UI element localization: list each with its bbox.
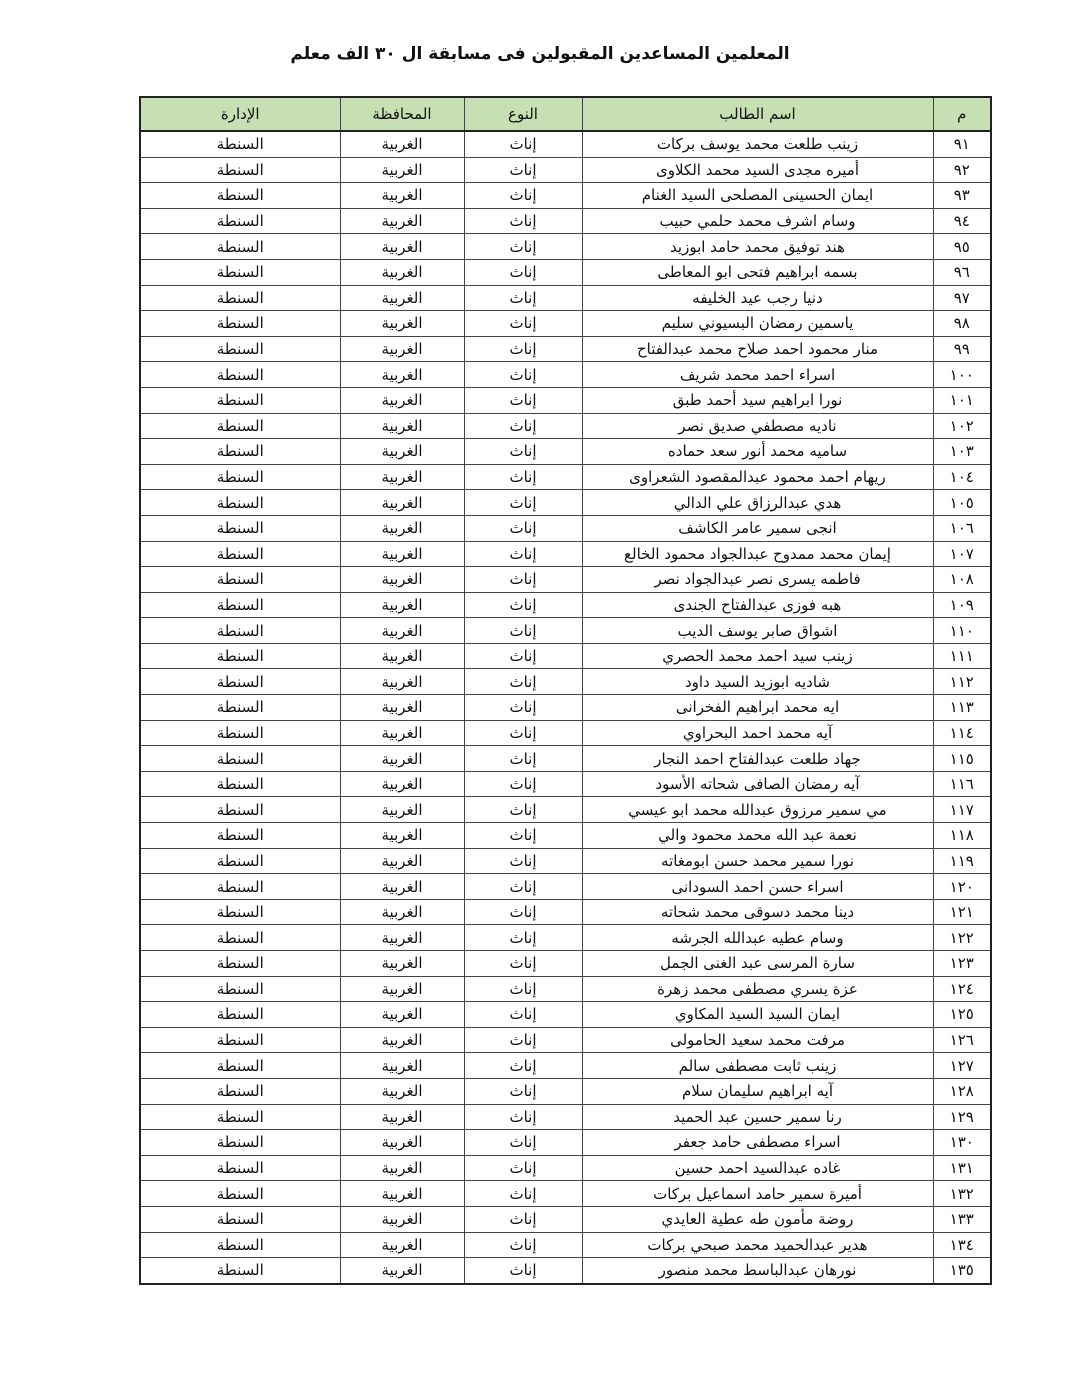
table-header-row: [140, 97, 991, 131]
cell-gender: إناث: [464, 1206, 582, 1232]
page-title: المعلمين المساعدين المقبولين فى مسابقة ال ٣٠ الف معلم: [290, 44, 790, 64]
cell-governorate: الغربية: [340, 925, 464, 951]
cell-governorate: الغربية: [340, 336, 464, 362]
cell-name: ساميه محمد أنور سعد حماده: [582, 439, 933, 465]
cell-administration: السنطة: [140, 490, 340, 516]
cell-governorate: الغربية: [340, 234, 464, 260]
cell-governorate: الغربية: [340, 1104, 464, 1130]
cell-gender: إناث: [464, 797, 582, 823]
cell-governorate: الغربية: [340, 1206, 464, 1232]
cell-gender: إناث: [464, 387, 582, 413]
cell-name: ناديه مصطفي صديق نصر: [582, 413, 933, 439]
cell-name: غاده عبدالسيد احمد حسين: [582, 1155, 933, 1181]
cell-num: ١١٨: [933, 823, 991, 849]
cell-governorate: الغربية: [340, 1027, 464, 1053]
cell-gender: إناث: [464, 1155, 582, 1181]
table-row: [140, 1104, 991, 1130]
cell-name: هند توفيق محمد حامد ابوزيد: [582, 234, 933, 260]
table-row: [140, 464, 991, 490]
cell-governorate: الغربية: [340, 285, 464, 311]
cell-num: ١٠٥: [933, 490, 991, 516]
cell-name: زينب سيد احمد محمد الحصري: [582, 643, 933, 669]
table-row: [140, 1053, 991, 1079]
cell-name: اسراء حسن احمد السودانى: [582, 874, 933, 900]
cell-name: أميرة سمير حامد اسماعيل بركات: [582, 1181, 933, 1207]
cell-administration: السنطة: [140, 874, 340, 900]
cell-governorate: الغربية: [340, 848, 464, 874]
cell-gender: إناث: [464, 464, 582, 490]
cell-name: جهاد طلعت عبدالفتاح احمد النجار: [582, 746, 933, 772]
cell-governorate: الغربية: [340, 541, 464, 567]
cell-num: ١٠٣: [933, 439, 991, 465]
table-row: [140, 311, 991, 337]
table-row: [140, 1130, 991, 1156]
table-row: [140, 746, 991, 772]
table-row: [140, 695, 991, 721]
cell-administration: السنطة: [140, 720, 340, 746]
cell-gender: إناث: [464, 1078, 582, 1104]
table-row: [140, 439, 991, 465]
cell-gender: إناث: [464, 695, 582, 721]
cell-gender: إناث: [464, 131, 582, 157]
cell-administration: السنطة: [140, 464, 340, 490]
cell-name: دينا محمد دسوقى محمد شحاته: [582, 899, 933, 925]
cell-gender: إناث: [464, 848, 582, 874]
cell-num: ١٠٦: [933, 515, 991, 541]
cell-gender: إناث: [464, 720, 582, 746]
cell-num: ١٠٧: [933, 541, 991, 567]
table-row: [140, 541, 991, 567]
cell-num: ١١٩: [933, 848, 991, 874]
cell-administration: السنطة: [140, 1206, 340, 1232]
cell-gender: إناث: [464, 311, 582, 337]
cell-governorate: الغربية: [340, 746, 464, 772]
cell-administration: السنطة: [140, 746, 340, 772]
cell-governorate: الغربية: [340, 259, 464, 285]
cell-administration: السنطة: [140, 976, 340, 1002]
cell-gender: إناث: [464, 1104, 582, 1130]
cell-name: ياسمين رمضان البسيوني سليم: [582, 311, 933, 337]
cell-num: ٩٨: [933, 311, 991, 337]
cell-governorate: الغربية: [340, 720, 464, 746]
table-row: [140, 362, 991, 388]
table-row: [140, 208, 991, 234]
cell-name: عزة يسري مصطفى محمد زهرة: [582, 976, 933, 1002]
cell-num: ١٢٩: [933, 1104, 991, 1130]
table-body: [140, 131, 991, 1284]
cell-gender: إناث: [464, 1258, 582, 1284]
cell-name: إيمان محمد ممدوح عبدالجواد محمود الخالع: [582, 541, 933, 567]
cell-governorate: الغربية: [340, 1053, 464, 1079]
cell-gender: إناث: [464, 1130, 582, 1156]
cell-governorate: الغربية: [340, 592, 464, 618]
cell-administration: السنطة: [140, 848, 340, 874]
cell-administration: السنطة: [140, 541, 340, 567]
cell-administration: السنطة: [140, 618, 340, 644]
cell-administration: السنطة: [140, 1232, 340, 1258]
cell-num: ١٢٢: [933, 925, 991, 951]
cell-administration: السنطة: [140, 925, 340, 951]
cell-administration: السنطة: [140, 823, 340, 849]
table-row: [140, 1258, 991, 1284]
cell-gender: إناث: [464, 336, 582, 362]
table-row: [140, 823, 991, 849]
table-row: [140, 490, 991, 516]
cell-administration: السنطة: [140, 669, 340, 695]
cell-num: ١٢٥: [933, 1002, 991, 1028]
cell-governorate: الغربية: [340, 1155, 464, 1181]
cell-administration: السنطة: [140, 1053, 340, 1079]
cell-governorate: الغربية: [340, 695, 464, 721]
cell-governorate: الغربية: [340, 1181, 464, 1207]
cell-name: ايمان الحسينى المصلحى السيد الغنام: [582, 183, 933, 209]
cell-gender: إناث: [464, 183, 582, 209]
table-row: [140, 413, 991, 439]
cell-num: ١٢٨: [933, 1078, 991, 1104]
cell-num: ١١٣: [933, 695, 991, 721]
cell-name: زينب ثابت مصطفى سالم: [582, 1053, 933, 1079]
table-row: [140, 1155, 991, 1181]
cell-governorate: الغربية: [340, 464, 464, 490]
table-row: [140, 643, 991, 669]
cell-administration: السنطة: [140, 1155, 340, 1181]
cell-administration: السنطة: [140, 515, 340, 541]
cell-gender: إناث: [464, 669, 582, 695]
table-row: [140, 1181, 991, 1207]
cell-administration: السنطة: [140, 643, 340, 669]
cell-num: ٩٩: [933, 336, 991, 362]
cell-administration: السنطة: [140, 567, 340, 593]
cell-governorate: الغربية: [340, 1130, 464, 1156]
cell-administration: السنطة: [140, 1181, 340, 1207]
cell-num: ٩٦: [933, 259, 991, 285]
cell-governorate: الغربية: [340, 387, 464, 413]
cell-num: ١٣٥: [933, 1258, 991, 1284]
table-row: [140, 925, 991, 951]
cell-gender: إناث: [464, 951, 582, 977]
cell-governorate: الغربية: [340, 951, 464, 977]
cell-administration: السنطة: [140, 951, 340, 977]
table-row: [140, 259, 991, 285]
table-row: [140, 387, 991, 413]
table-row: [140, 131, 991, 157]
header-governorate: المحافظة: [340, 97, 464, 131]
cell-governorate: الغربية: [340, 183, 464, 209]
cell-administration: السنطة: [140, 285, 340, 311]
cell-gender: إناث: [464, 157, 582, 183]
table-row: [140, 567, 991, 593]
cell-name: أميره مجدى السيد محمد الكلاوى: [582, 157, 933, 183]
cell-num: ١٢٦: [933, 1027, 991, 1053]
table-row: [140, 1027, 991, 1053]
cell-governorate: الغربية: [340, 567, 464, 593]
cell-num: ٩٣: [933, 183, 991, 209]
cell-gender: إناث: [464, 1181, 582, 1207]
cell-governorate: الغربية: [340, 618, 464, 644]
cell-name: سارة المرسى عبد الغنى الجمل: [582, 951, 933, 977]
cell-gender: إناث: [464, 1027, 582, 1053]
cell-administration: السنطة: [140, 387, 340, 413]
cell-num: ١٣١: [933, 1155, 991, 1181]
cell-gender: إناث: [464, 362, 582, 388]
cell-num: ١١١: [933, 643, 991, 669]
cell-gender: إناث: [464, 413, 582, 439]
cell-num: ١١٢: [933, 669, 991, 695]
cell-num: ١٣٢: [933, 1181, 991, 1207]
cell-name: رنا سمير حسين عبد الحميد: [582, 1104, 933, 1130]
cell-administration: السنطة: [140, 771, 340, 797]
cell-name: نعمة عبد الله محمد محمود والي: [582, 823, 933, 849]
cell-num: ٩٢: [933, 157, 991, 183]
table-row: [140, 1002, 991, 1028]
cell-administration: السنطة: [140, 1130, 340, 1156]
cell-num: ٩٧: [933, 285, 991, 311]
cell-governorate: الغربية: [340, 311, 464, 337]
cell-administration: السنطة: [140, 439, 340, 465]
cell-administration: السنطة: [140, 157, 340, 183]
cell-name: دنيا رجب عيد الخليفه: [582, 285, 933, 311]
cell-administration: السنطة: [140, 1078, 340, 1104]
cell-governorate: الغربية: [340, 797, 464, 823]
cell-name: آيه رمضان الصافى شحاته الأسود: [582, 771, 933, 797]
cell-num: ٩٤: [933, 208, 991, 234]
cell-governorate: الغربية: [340, 1078, 464, 1104]
cell-gender: إناث: [464, 1053, 582, 1079]
cell-name: هدي عبدالرزاق علي الدالي: [582, 490, 933, 516]
cell-name: اسراء احمد محمد شريف: [582, 362, 933, 388]
cell-governorate: الغربية: [340, 515, 464, 541]
cell-governorate: الغربية: [340, 131, 464, 157]
cell-governorate: الغربية: [340, 1258, 464, 1284]
cell-name: روضة مأمون طه عطية العايدي: [582, 1206, 933, 1232]
cell-name: نورا ابراهيم سيد أحمد طبق: [582, 387, 933, 413]
cell-administration: السنطة: [140, 592, 340, 618]
cell-administration: السنطة: [140, 1027, 340, 1053]
cell-num: ١٠٠: [933, 362, 991, 388]
cell-gender: إناث: [464, 234, 582, 260]
cell-name: منار محمود احمد صلاح محمد عبدالفتاح: [582, 336, 933, 362]
cell-gender: إناث: [464, 567, 582, 593]
cell-gender: إناث: [464, 285, 582, 311]
table-row: [140, 618, 991, 644]
cell-num: ٩٥: [933, 234, 991, 260]
table-row: [140, 771, 991, 797]
cell-name: اسراء مصطفى حامد جعفر: [582, 1130, 933, 1156]
table-row: [140, 951, 991, 977]
cell-num: ١٣٣: [933, 1206, 991, 1232]
header-num: م: [933, 97, 991, 131]
table-row: [140, 515, 991, 541]
cell-administration: السنطة: [140, 362, 340, 388]
cell-name: اشواق صابر يوسف الديب: [582, 618, 933, 644]
cell-name: مي سمير مرزوق عبدالله محمد ابو عيسي: [582, 797, 933, 823]
cell-gender: إناث: [464, 618, 582, 644]
cell-name: وسام عطيه عبدالله الجرشه: [582, 925, 933, 951]
cell-gender: إناث: [464, 515, 582, 541]
table-row: [140, 1206, 991, 1232]
cell-name: مرفت محمد سعيد الحامولى: [582, 1027, 933, 1053]
header-gender: النوع: [464, 97, 582, 131]
table-row: [140, 848, 991, 874]
cell-num: ١٢٣: [933, 951, 991, 977]
table-row: [140, 592, 991, 618]
cell-governorate: الغربية: [340, 208, 464, 234]
cell-num: ١٠٢: [933, 413, 991, 439]
cell-name: زينب طلعت محمد يوسف بركات: [582, 131, 933, 157]
cell-governorate: الغربية: [340, 439, 464, 465]
cell-name: بسمه ابراهيم فتحى ابو المعاطى: [582, 259, 933, 285]
cell-administration: السنطة: [140, 183, 340, 209]
cell-num: ١١٧: [933, 797, 991, 823]
cell-governorate: الغربية: [340, 874, 464, 900]
table-row: [140, 157, 991, 183]
cell-name: هدير عبدالحميد محمد صبحي بركات: [582, 1232, 933, 1258]
cell-gender: إناث: [464, 874, 582, 900]
table-row: [140, 720, 991, 746]
cell-num: ١٠٩: [933, 592, 991, 618]
cell-governorate: الغربية: [340, 157, 464, 183]
table-row: [140, 1232, 991, 1258]
cell-gender: إناث: [464, 746, 582, 772]
cell-name: ايمان السيد السيد المكاوي: [582, 1002, 933, 1028]
cell-num: ١٢٤: [933, 976, 991, 1002]
cell-governorate: الغربية: [340, 771, 464, 797]
cell-gender: إناث: [464, 208, 582, 234]
table-row: [140, 183, 991, 209]
cell-num: ١٠٨: [933, 567, 991, 593]
cell-gender: إناث: [464, 771, 582, 797]
cell-gender: إناث: [464, 1232, 582, 1258]
cell-administration: السنطة: [140, 259, 340, 285]
cell-name: ريهام احمد محمود عبدالمقصود الشعراوى: [582, 464, 933, 490]
cell-num: ١٣٤: [933, 1232, 991, 1258]
cell-num: ١٠٤: [933, 464, 991, 490]
cell-gender: إناث: [464, 592, 582, 618]
cell-governorate: الغربية: [340, 823, 464, 849]
header-administration: الإدارة: [140, 97, 340, 131]
cell-governorate: الغربية: [340, 669, 464, 695]
cell-administration: السنطة: [140, 413, 340, 439]
cell-num: ١٢٧: [933, 1053, 991, 1079]
cell-name: شاديه ابوزيد السيد داود: [582, 669, 933, 695]
cell-administration: السنطة: [140, 797, 340, 823]
cell-gender: إناث: [464, 643, 582, 669]
cell-administration: السنطة: [140, 131, 340, 157]
cell-administration: السنطة: [140, 899, 340, 925]
accepted-teachers-table: [139, 96, 992, 1285]
table-row: [140, 899, 991, 925]
cell-governorate: الغربية: [340, 413, 464, 439]
cell-gender: إناث: [464, 439, 582, 465]
cell-name: آيه ابراهيم سليمان سلام: [582, 1078, 933, 1104]
cell-num: ١٣٠: [933, 1130, 991, 1156]
cell-num: ١٢١: [933, 899, 991, 925]
cell-governorate: الغربية: [340, 643, 464, 669]
cell-name: ايه محمد ابراهيم الفخرانى: [582, 695, 933, 721]
table-row: [140, 874, 991, 900]
cell-governorate: الغربية: [340, 899, 464, 925]
cell-num: ١١٦: [933, 771, 991, 797]
table-row: [140, 285, 991, 311]
cell-administration: السنطة: [140, 234, 340, 260]
cell-num: ١٢٠: [933, 874, 991, 900]
table-row: [140, 234, 991, 260]
cell-administration: السنطة: [140, 1104, 340, 1130]
cell-gender: إناث: [464, 823, 582, 849]
cell-name: انجى سمير عامر الكاشف: [582, 515, 933, 541]
cell-name: وسام اشرف محمد حلمي حبيب: [582, 208, 933, 234]
cell-administration: السنطة: [140, 695, 340, 721]
cell-name: هبه فوزى عبدالفتاح الجندى: [582, 592, 933, 618]
cell-governorate: الغربية: [340, 362, 464, 388]
cell-gender: إناث: [464, 541, 582, 567]
cell-administration: السنطة: [140, 1258, 340, 1284]
cell-num: ١١٤: [933, 720, 991, 746]
cell-name: فاطمه يسرى نصر عبدالجواد نصر: [582, 567, 933, 593]
cell-administration: السنطة: [140, 1002, 340, 1028]
table-row: [140, 336, 991, 362]
cell-name: آيه محمد احمد البحراوي: [582, 720, 933, 746]
cell-governorate: الغربية: [340, 1232, 464, 1258]
table-row: [140, 797, 991, 823]
cell-administration: السنطة: [140, 208, 340, 234]
cell-num: ١١٠: [933, 618, 991, 644]
cell-num: ١١٥: [933, 746, 991, 772]
cell-administration: السنطة: [140, 336, 340, 362]
cell-gender: إناث: [464, 259, 582, 285]
table-row: [140, 1078, 991, 1104]
cell-governorate: الغربية: [340, 490, 464, 516]
cell-gender: إناث: [464, 899, 582, 925]
cell-name: نورهان عبدالباسط محمد منصور: [582, 1258, 933, 1284]
cell-gender: إناث: [464, 490, 582, 516]
cell-administration: السنطة: [140, 311, 340, 337]
cell-gender: إناث: [464, 1002, 582, 1028]
cell-name: نورا سمير محمد حسن ابومغاته: [582, 848, 933, 874]
table-row: [140, 976, 991, 1002]
cell-gender: إناث: [464, 976, 582, 1002]
cell-governorate: الغربية: [340, 1002, 464, 1028]
table-row: [140, 669, 991, 695]
cell-num: ٩١: [933, 131, 991, 157]
cell-gender: إناث: [464, 925, 582, 951]
cell-governorate: الغربية: [340, 976, 464, 1002]
cell-num: ١٠١: [933, 387, 991, 413]
header-name: اسم الطالب: [582, 97, 933, 131]
